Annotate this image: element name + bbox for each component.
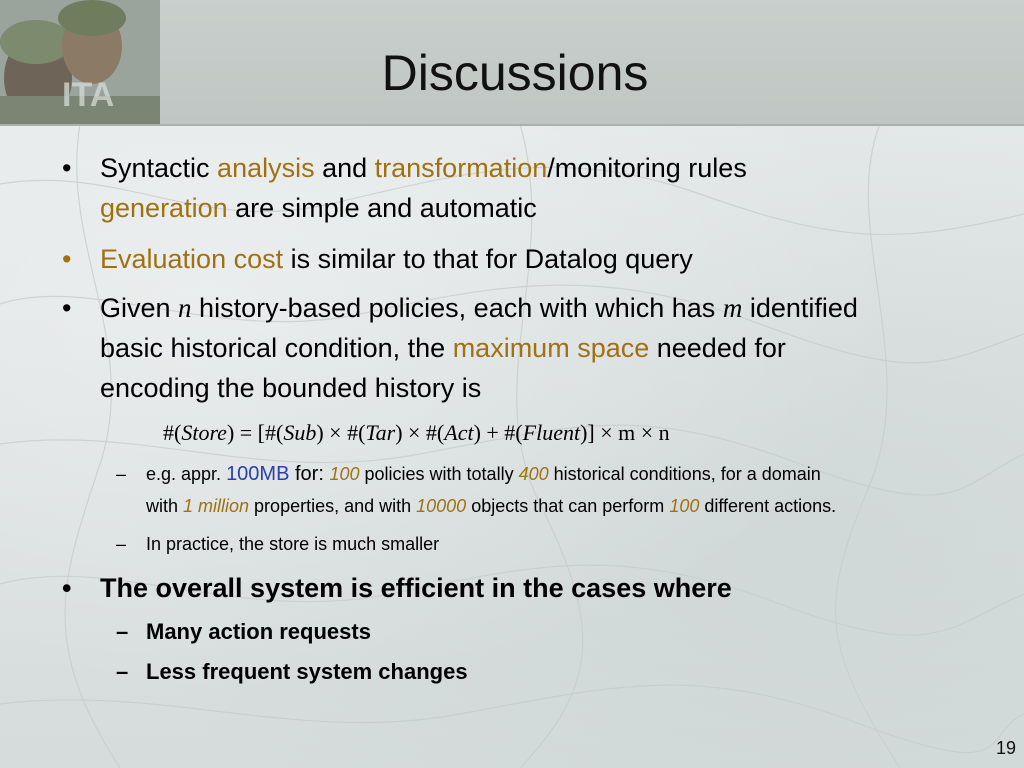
formula-tar: Tar: [365, 420, 396, 445]
sub-bullet-example-text: [146, 458, 976, 522]
formula-part: ) × #(: [316, 420, 366, 445]
value-100-policies: 100: [329, 464, 360, 484]
highlight-transformation: transformation: [374, 153, 548, 183]
bullet-marker: •: [62, 293, 72, 323]
formula-fluent: Fluent: [522, 420, 581, 445]
bullet-3-text: [100, 288, 1000, 408]
sub1-text-f: properties, and with: [249, 496, 417, 516]
formula-part: ) × #(: [395, 420, 445, 445]
sub1-text-d: historical conditions, for a domain: [548, 464, 821, 484]
sub-bullet-system-changes-text: Less frequent system changes: [146, 659, 468, 684]
sub1-text-g: objects that can perform: [466, 496, 670, 516]
dash-marker: –: [116, 464, 127, 484]
formula-part: ) + #(: [473, 420, 523, 445]
value-100-actions: 100: [669, 496, 700, 516]
highlight-evaluation-cost: Evaluation cost: [100, 244, 284, 274]
formula-act: Act: [444, 420, 474, 445]
bullet-3-text-f: encoding the bounded history is: [100, 373, 482, 403]
sub1-text-e: with: [146, 496, 184, 516]
bullet-3-text-b: history-based policies, each with which has: [191, 293, 723, 323]
sub1-text-c: policies with totally: [359, 464, 519, 484]
bullet-3-text-a: Given: [100, 293, 179, 323]
bullet-1-text-b: and: [314, 153, 375, 183]
value-100mb: 100MB: [226, 463, 290, 485]
sub1-text-h: different actions.: [699, 496, 837, 516]
formula-part: )] × m × n: [580, 420, 670, 445]
value-10000: 10000: [416, 496, 467, 516]
bullet-1-text-a: Syntactic: [100, 153, 218, 183]
store-size-formula: [163, 418, 803, 448]
ita-logo-text: ITA: [62, 76, 115, 114]
formula-part: ) = [#(: [226, 420, 284, 445]
highlight-analysis: analysis: [217, 153, 315, 183]
bullet-1-text-c: /monitoring rules: [547, 153, 747, 183]
bullet-marker: •: [62, 244, 72, 274]
formula-sub: Sub: [283, 420, 317, 445]
bullet-3-text-d: basic historical condition, the: [100, 333, 453, 363]
page-number: 19: [995, 738, 1016, 758]
bullet-3-text-c: identified: [742, 293, 858, 323]
bullet-4-text: The overall system is efficient in the cases where: [100, 573, 732, 603]
highlight-generation: generation: [100, 193, 228, 223]
bullet-marker: •: [62, 153, 72, 183]
bullet-3-text-e: needed for: [649, 333, 786, 363]
sub-bullet-practice-text: In practice, the store is much smaller: [146, 534, 440, 554]
sub1-text-b: for:: [289, 463, 330, 485]
slide-header: [0, 0, 1024, 126]
sub-bullet-action-requests-text: Many action requests: [146, 619, 371, 644]
value-1-million: 1 million: [183, 496, 250, 516]
dash-marker: –: [116, 619, 129, 644]
variable-n: n: [178, 293, 192, 323]
bullet-1-text: [100, 148, 1000, 228]
bullet-2-text-a: is similar to that for Datalog query: [283, 244, 693, 274]
value-400: 400: [518, 464, 549, 484]
formula-store: Store: [181, 420, 227, 445]
bullet-2-text: [100, 239, 1000, 279]
bullet-1-text-d: are simple and automatic: [227, 193, 537, 223]
bullet-marker: •: [62, 573, 72, 603]
soldiers-logo-image: [0, 0, 160, 124]
slide-title: Discussions: [381, 45, 649, 101]
dash-marker: –: [116, 659, 129, 684]
formula-part: #(: [163, 420, 182, 445]
variable-m: m: [722, 293, 743, 323]
sub1-text-a: e.g. appr.: [146, 464, 227, 484]
highlight-maximum-space: maximum space: [452, 333, 650, 363]
dash-marker: –: [116, 534, 127, 554]
